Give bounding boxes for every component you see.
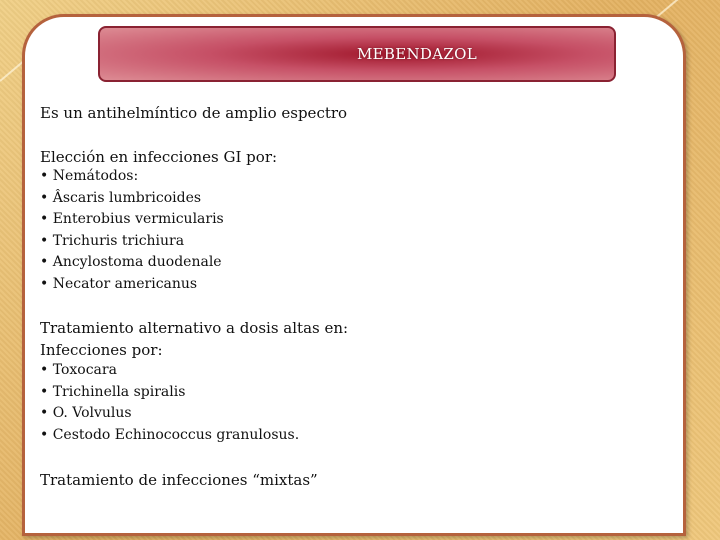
list-item: • Trichuris trichiura — [40, 233, 185, 249]
list-item: • Cestodo Echinococcus granulosus. — [40, 427, 300, 443]
section2-subheading: Infecciones por: — [40, 341, 163, 359]
list-item: • Toxocara — [40, 362, 117, 378]
slide-card — [22, 14, 686, 536]
section2-heading: Tratamiento alternativo a dosis altas en: — [40, 319, 349, 337]
list-item: • Ancylostoma duodenale — [40, 254, 222, 270]
list-item: • Necator americanus — [40, 276, 198, 292]
slide-title: MEBENDAZOL — [357, 45, 477, 63]
list-item: • O. Volvulus — [40, 405, 132, 421]
title-banner — [98, 26, 616, 82]
list-item: • Enterobius vermicularis — [40, 211, 224, 227]
list-item: • Trichinella spiralis — [40, 384, 186, 400]
list-item: • Nemátodos: — [40, 168, 139, 184]
list-item: • Âscaris lumbricoides — [40, 190, 202, 206]
section1-heading: Elección en infecciones GI por: — [40, 148, 278, 166]
intro-text: Es un antihelmíntico de amplio espectro — [40, 104, 348, 122]
closing-text: Tratamiento de infecciones “mixtas” — [40, 471, 318, 489]
